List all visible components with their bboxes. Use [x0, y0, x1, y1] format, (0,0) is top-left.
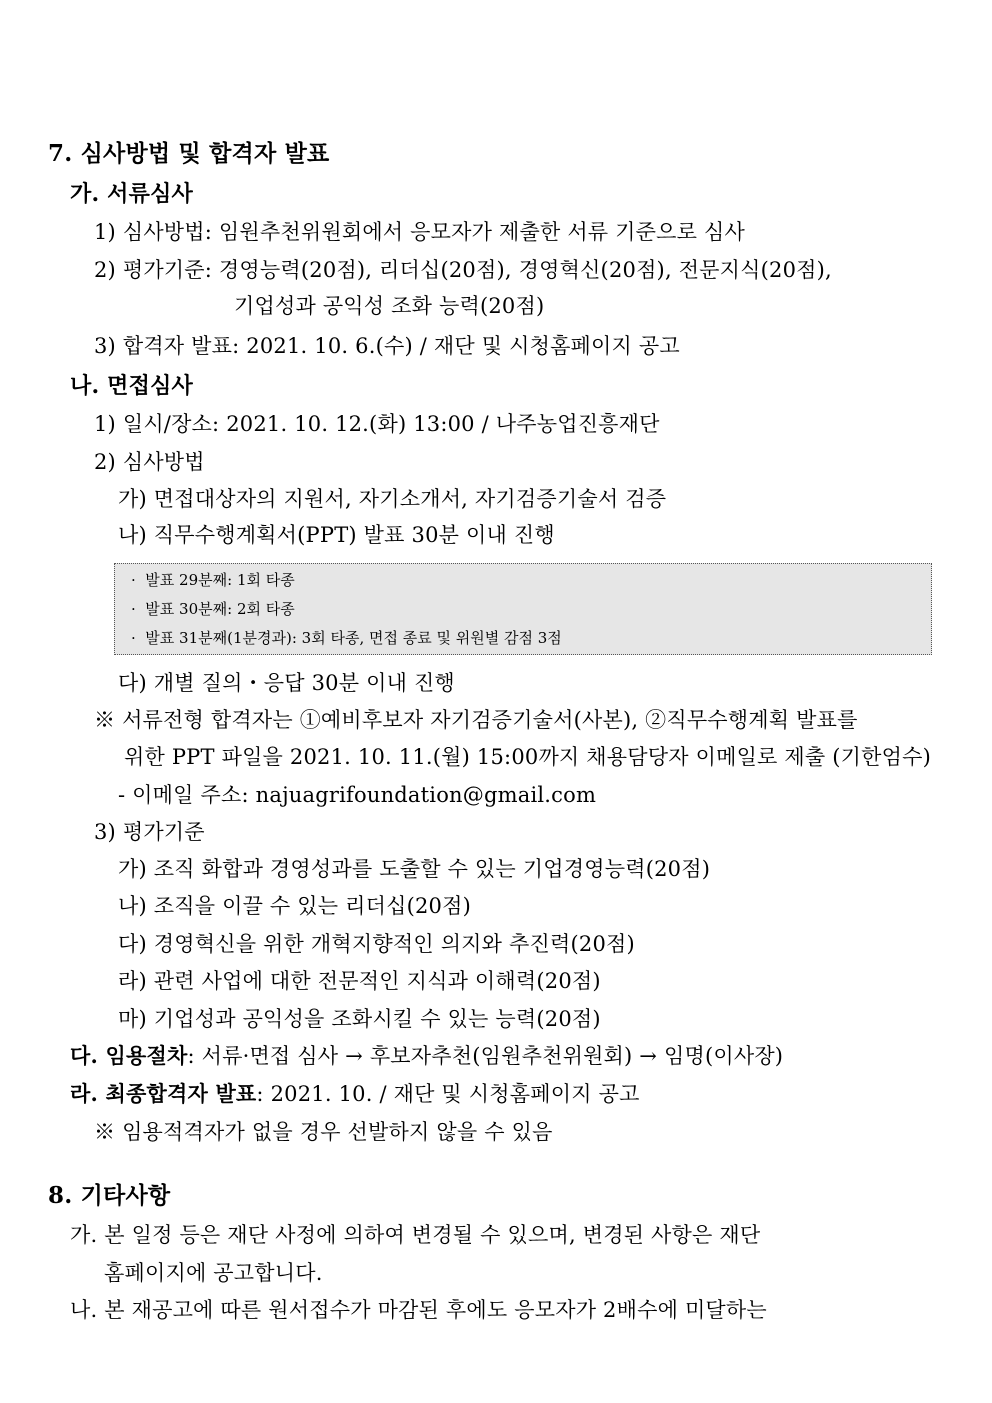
- na-item-2-ga: 가) 면접대상자의 지원서, 자기소개서, 자기검증기술서 검증: [118, 487, 667, 511]
- note-2: ※ 임용적격자가 없을 경우 선발하지 않을 수 있음: [94, 1120, 553, 1144]
- sec8-na-line-a: 나. 본 재공고에 따른 원서접수가 마감된 후에도 응모자가 2배수에 미달하는: [70, 1298, 767, 1322]
- criteria-ma: 마) 기업성과 공익성을 조화시킬 수 있는 능력(20점): [118, 1007, 601, 1031]
- ga-item-2b: 기업성과 공익성 조화 능력(20점): [234, 294, 545, 318]
- subsection-ga-title: 가. 서류심사: [70, 181, 193, 207]
- criteria-na: 나) 조직을 이끌 수 있는 리더십(20점): [118, 894, 471, 918]
- criteria-ga: 가) 조직 화합과 경영성과를 도출할 수 있는 기업경영능력(20점): [118, 857, 711, 881]
- subsection-na-title: 나. 면접심사: [70, 373, 193, 399]
- na-item-2: 2) 심사방법: [94, 450, 205, 474]
- ra-text: : 2021. 10. / 재단 및 시청홈페이지 공고: [256, 1082, 640, 1106]
- box-line: · 발표 30분째: 2회 타종: [131, 600, 295, 618]
- subsection-ra: [70, 1080, 640, 1108]
- box-line: · 발표 29분째: 1회 타종: [131, 571, 295, 589]
- ga-item-3: 3) 합격자 발표: 2021. 10. 6.(수) / 재단 및 시청홈페이지 공고: [94, 334, 680, 358]
- section-7-title: 7. 심사방법 및 합격자 발표: [48, 140, 330, 167]
- da-label: 다. 임용절차: [70, 1043, 188, 1068]
- na-item-3: 3) 평가기준: [94, 820, 205, 844]
- na-item-1: 1) 일시/장소: 2021. 10. 12.(화) 13:00 / 나주농업진흥재단: [94, 412, 660, 436]
- sec8-ga-line-b: 홈페이지에 공고합니다.: [104, 1261, 323, 1285]
- ga-item-1: 1) 심사방법: 임원추천위원회에서 응모자가 제출한 서류 기준으로 심사: [94, 220, 745, 244]
- na-item-2-da: 다) 개별 질의・응답 30분 이내 진행: [118, 671, 455, 695]
- box-line: · 발표 31분째(1분경과): 3회 타종, 면접 종료 및 위원별 감점 3점: [131, 629, 562, 647]
- criteria-ra: 라) 관련 사업에 대한 전문적인 지식과 이해력(20점): [118, 969, 601, 993]
- na-item-2-na: 나) 직무수행계획서(PPT) 발표 30분 이내 진행: [118, 523, 555, 547]
- bell-rule-box: [114, 563, 932, 655]
- criteria-da: 다) 경영혁신을 위한 개혁지향적인 의지와 추진력(20점): [118, 932, 635, 956]
- subsection-da: [70, 1042, 783, 1070]
- section-8-title: 8. 기타사항: [48, 1182, 171, 1209]
- ra-label: 라. 최종합격자 발표: [70, 1081, 257, 1106]
- email-line: - 이메일 주소: najuagrifoundation@gmail.com: [118, 783, 597, 807]
- note-1-line-b: 위한 PPT 파일을 2021. 10. 11.(월) 15:00까지 채용담당자 이메일로 제출 (기한엄수): [124, 745, 931, 769]
- da-text: : 서류·면접 심사 → 후보자추천(임원추천위원회) → 임명(이사장): [187, 1044, 784, 1068]
- note-1-line-a: ※ 서류전형 합격자는 ①예비후보자 자기검증기술서(사본), ②직무수행계획 발표를: [94, 708, 858, 732]
- ga-item-2a: 2) 평가기준: 경영능력(20점), 리더십(20점), 경영혁신(20점), 전문지식(20점),: [94, 258, 832, 282]
- sec8-ga-line-a: 가. 본 일정 등은 재단 사정에 의하여 변경될 수 있으며, 변경된 사항은 재단: [70, 1223, 761, 1247]
